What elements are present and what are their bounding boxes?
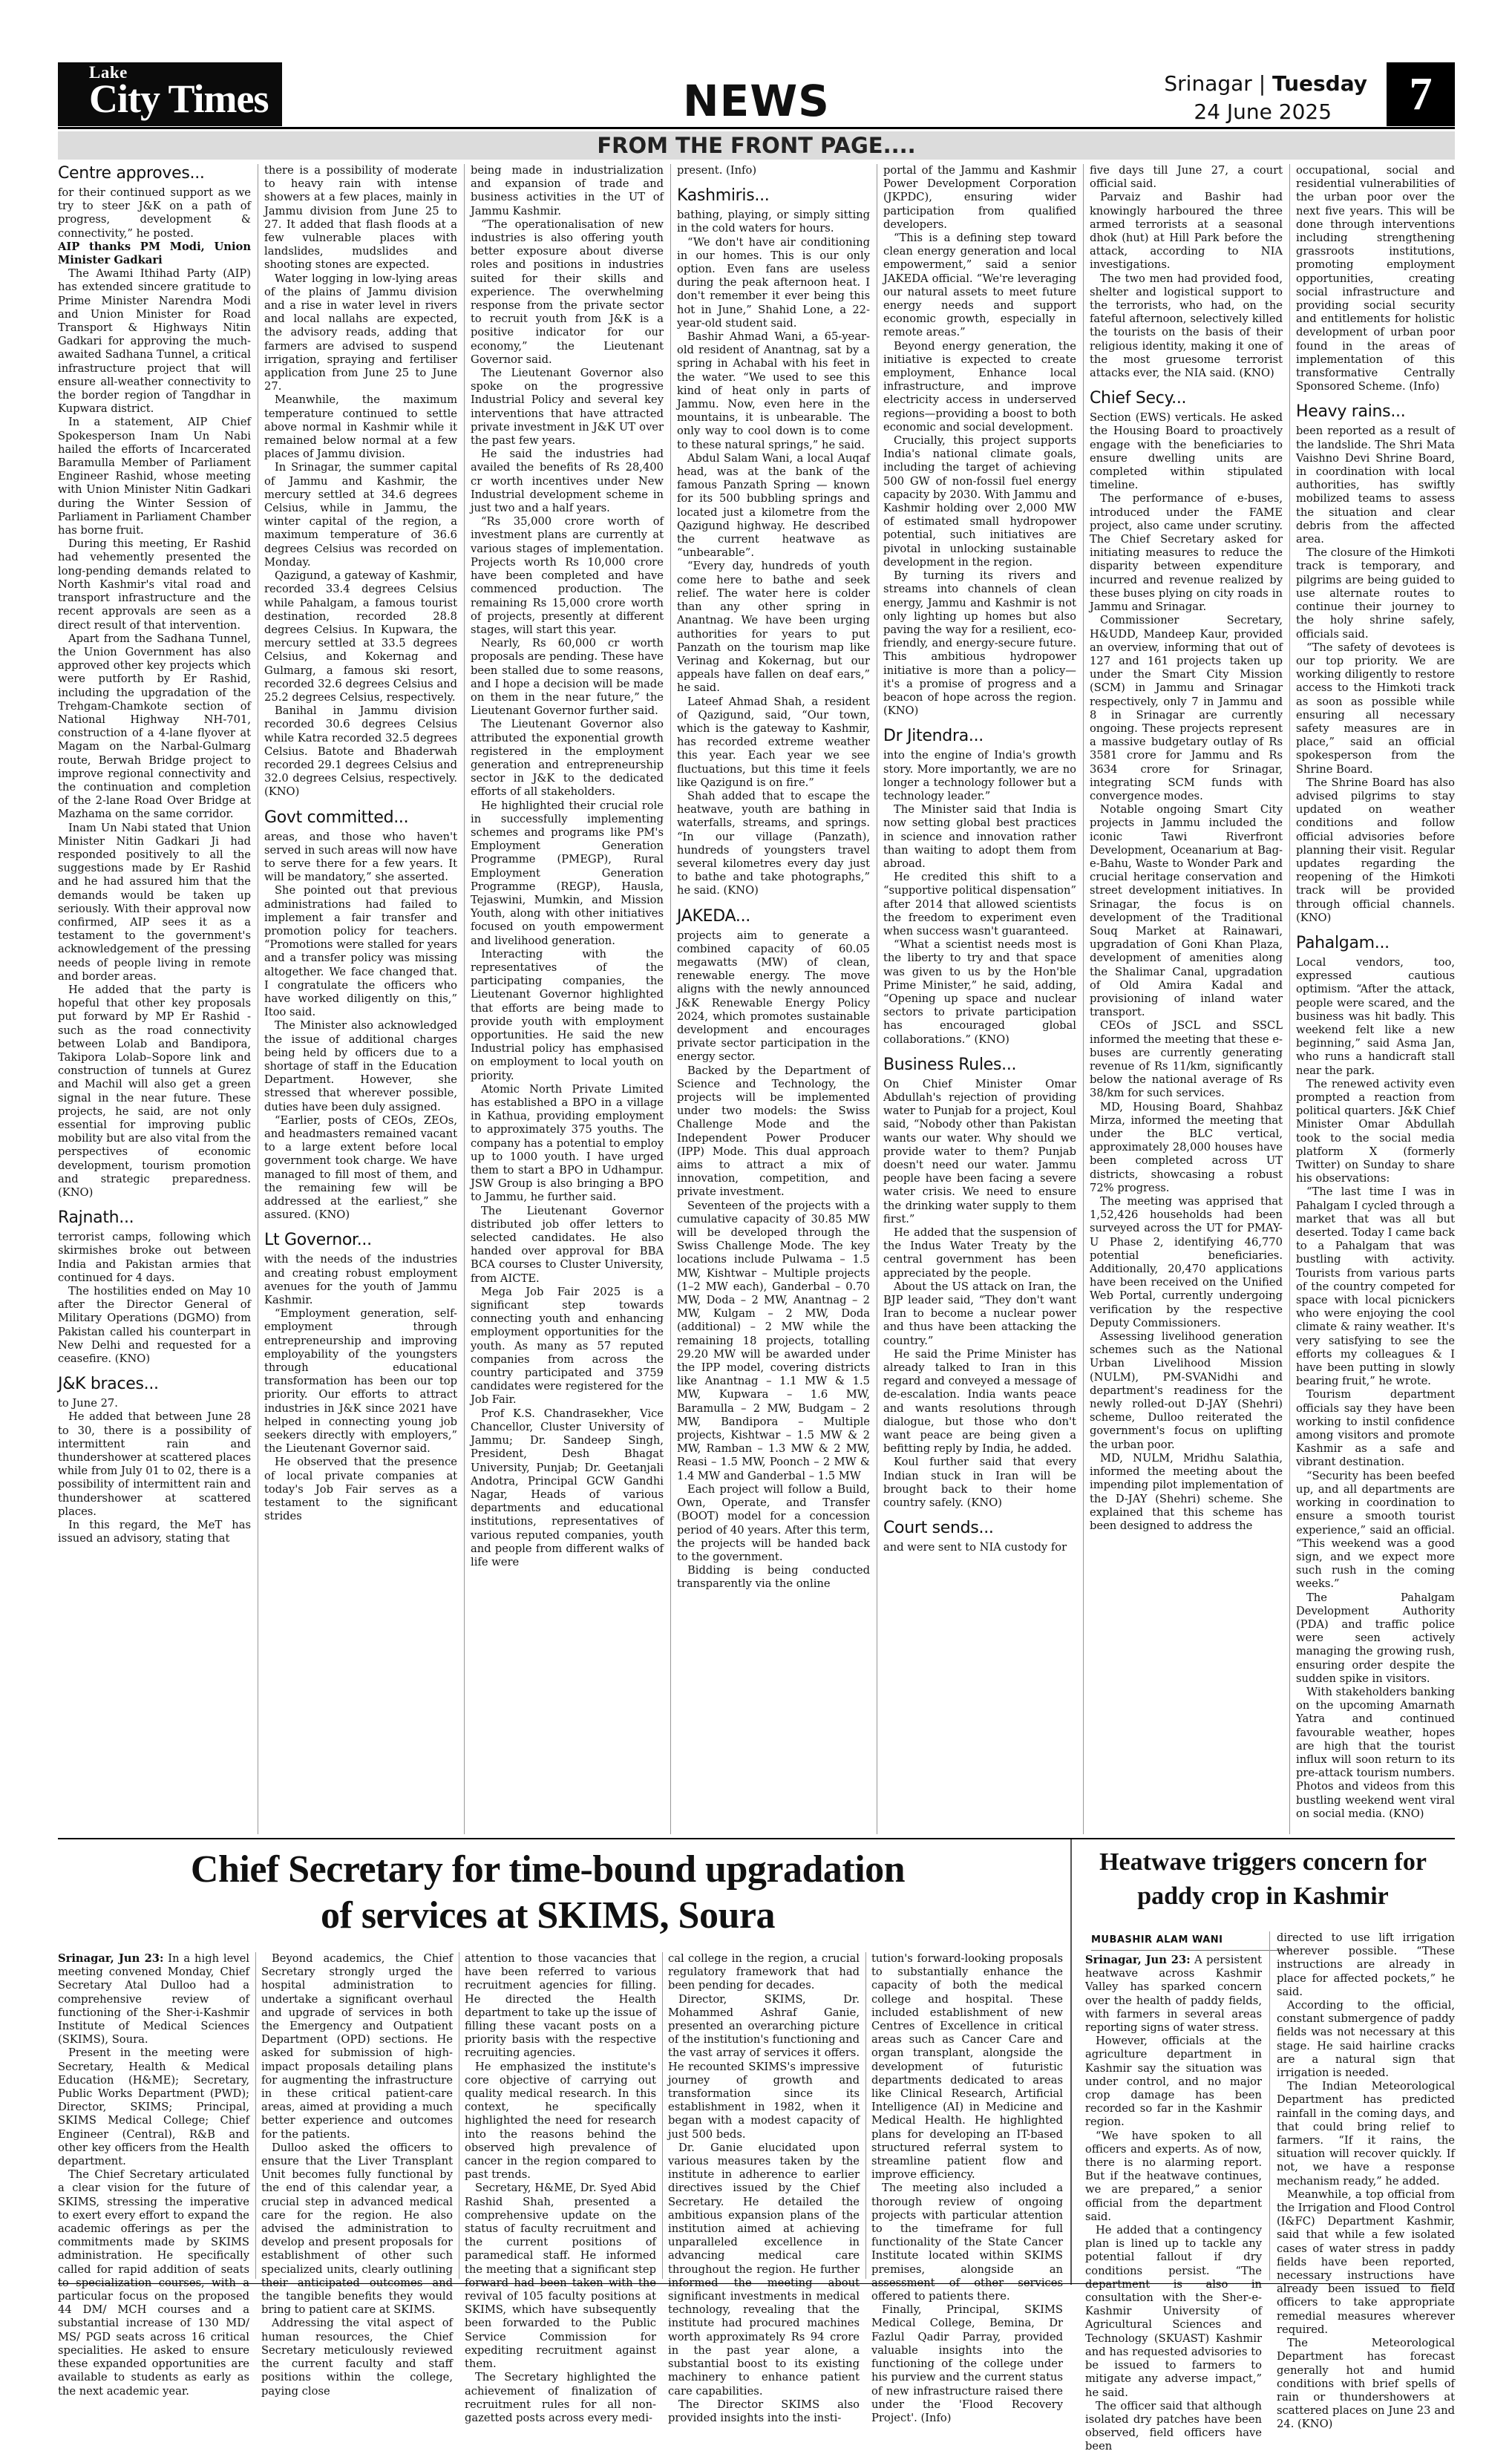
story-head-heavy-rains: Heavy rains...: [1296, 402, 1406, 422]
column-divider: [865, 1952, 866, 2279]
column-2: [264, 164, 457, 1834]
paragraph: bathing, playing, or simply sitting in the cold waters for hours.: [677, 209, 870, 235]
paragraph: Bidding is being conducted transparently via the online: [677, 1564, 870, 1591]
section-rule: [58, 1838, 1455, 1839]
paragraph: Meanwhile, a top official from the Irrigation and Flood Control (I&FC) Department Kashmir, said that while a few isolated cases of water stress in paddy fields have been reported, necessary instructions have already been issued to field officers to take appropriate remedial measures wherever required.: [1277, 2188, 1455, 2336]
paragraph: Finally, Principal, SKIMS Medical College, Bemina, Dr Fazlul Qadir Parray, provided valuable insights into the functioning of the college under his purview and the current status of new infrastructure raised there under the 'Flood Recovery Project'. (Info): [871, 2303, 1063, 2424]
paragraph: there is a possibility of moderate to heavy rain with intense showers at a few places, mainly in Jammu division from June 25 to 27. It added that flash floods at a few vulnerable places with landslides, mudslides and shooting stones are expected.: [264, 164, 457, 272]
paddy-column-2: [1277, 1931, 1455, 2431]
paragraph: “This is a defining step toward clean energy generation and local empowerment,” said a senior JAKEDA official. “We're leveraging our natural assets to meet future energy needs and support economic growth, especially in remote areas.”: [883, 232, 1076, 339]
paragraph: The two men had provided food, shelter and logistical support to the terrorists, who had, on the fateful afternoon, selectively killed the tourists on the basis of their religious identity, making it one of the most gruesome terrorist attacks ever, the NIA said. (KNO): [1090, 272, 1283, 380]
paragraph: The meeting was apprised that 1,52,426 households had been surveyed across the UT for PMAY-U Phase 2, identifying 46,770 potential beneficiaries. Additionally, 20,470 applications have been received on the Unified Web Portal, currently undergoing verification by the respective Deputy Commissioners.: [1090, 1195, 1283, 1329]
paragraph: Assessing livelihood generation schemes such as the National Urban Livelihood Mission (NULM), PM-SVANidhi and department's readiness for the newly rolled-out D-JAY (Shehri) scheme, Dulloo reiterated the government's focus on uplifting the urban poor.: [1090, 1330, 1283, 1451]
paragraph: terrorist camps, following which skirmishes broke out between India and Pakistan armies that continued for 4 days.: [58, 1231, 251, 1284]
paragraph: “We don't have air conditioning in our homes. This is our only option. Even fans are useless during the peak afternoon heat. I don't remember it ever being this hot in June,” Shahid Lone, a 22-year-old student said.: [677, 235, 870, 330]
paragraph: “What a scientist needs most is the liberty to try and that space was given to us by the Hon'ble Prime Minister,” he said, adding, “Opening up space and nuclear sectors to private participation has encouraged global collaborations.” (KNO): [883, 938, 1076, 1046]
story-head-jk-braces: J&K braces...: [58, 1375, 159, 1394]
dateline: Srinagar | Tuesday 24 June 2025: [1164, 70, 1367, 126]
paragraph: He emphasized the institute's core objective of carrying out quality medical research. In this context, he specifically highlighted the need for research into the reasons behind the observed high prevalence of cancer in the region compared to past trends.: [465, 2060, 656, 2182]
paragraph: Director, SKIMS, Dr. Mohammed Ashraf Ganie, presented an overarching picture of the institution's functioning and the vast array of services it offers. He recounted SKIMS's impressive journey of growth and transformation since its establishment in 1982, when it began with a modest capacity of just 500 beds.: [668, 1992, 860, 2141]
paragraph: cal college in the region, a crucial regulatory framework that had been pending for decades.: [668, 1952, 860, 1992]
paragraph: CEOs of JSCL and SSCL informed the meeting that these e-buses are currently generating revenue of Rs 11/km, significantly below the national average of Rs 38/km for such services.: [1090, 1019, 1283, 1100]
story-head-govt-committed: Govt committed...: [264, 808, 409, 827]
column-4: [677, 164, 870, 1834]
paragraph: “Rs 35,000 crore worth of investment plans are currently at various stages of implementation. Projects worth Rs 10,000 crore have been completed and have commenced production. The remaining Rs 15,000 crore worth of projects, presently at different stages, will start this year.: [471, 515, 664, 636]
paragraph: Present in the meeting were Secretary, Health & Medical Education (H&ME); Secretary, Public Works Department (PWD); Director, SKIMS; Principal, SKIMS Medical College; Chief Engineer (Central), R&B and other key officers from the Health department.: [58, 2046, 249, 2168]
column-divider: [1289, 164, 1290, 1834]
story-head-lt-governor: Lt Governor...: [264, 1231, 372, 1250]
paragraph: portal of the Jammu and Kashmir Power Development Corporation (JKPDC), ensuring wider participation from qualified developers.: [883, 164, 1076, 231]
paragraph: The performance of e-buses, introduced under the FAME project, also came under scrutiny. The Chief Secretary asked for initiating measures to reduce the disparity between expenditure incurred and revenue realized by these buses plying on city roads in Jammu and Srinagar.: [1090, 492, 1283, 614]
headline-skims: [58, 1847, 1038, 1939]
paragraph: for their continued support as we try to steer J&K on a path of progress, development & connectivity,” he posted.: [58, 186, 251, 240]
paragraph: About the US attack on Iran, the BJP leader said, “They don't want Iran to become a nuclear power and thus have been attacking the country.”: [883, 1280, 1076, 1347]
paragraph: During this meeting, Er Rashid had vehemently presented the long-pending demands related to North Kashmir's vital road and transport infrastructure and the recent approvals are seen as a direct result of that intervention.: [58, 537, 251, 632]
paragraph: Apart from the Sadhana Tunnel, the Union Government has also approved other key projects which were putforth by Er Rashid, including the upgradation of the Trehgam-Chamkote section of National Highway NH-701, construction of a 4-lane flyover at Magam on the Narbal-Gulmarg route, Berwah Bridge project to improve regional connectivity and the continuation and completion of the 2-lane Road Over Bridge at Mazhama on the same corridor.: [58, 632, 251, 821]
story-head-centre: Centre approves...: [58, 164, 205, 183]
paragraph: He added that the party is hopeful that other key proposals put forward by MP Er Rashid - such as the road connectivity between Lolab and Bandipora, Takipora Lolab–Sopore link and construction of tunnels at Gurez and Machil will also get a green signal in the near future. These projects, he said, are not only essential for improving public mobility but are also vital from the perspectives of economic development, tourism promotion and strategic preparedness. (KNO): [58, 983, 251, 1200]
column-divider: [1269, 1931, 1270, 2280]
paragraph: Section (EWS) verticals. He asked the Housing Board to proactively engage with the beneficiaries to ensure dwelling units are completed within stipulated timeline.: [1090, 411, 1283, 492]
masthead: [58, 62, 1455, 126]
paragraph: tution's forward-looking proposals to substantially enhance the capacity of both the medical college and hospital. These included establishment of new Centres of Excellence in critical areas such as Cancer Care and organ transplant, alongside the development of futuristic departments dedicated to areas like Clinical Research, Artificial Intelligence (AI) in Medicine and Medical Health. He highlighted plans for developing an IT-based structured referral system to streamline patient flow and improve efficiency.: [871, 1952, 1063, 2182]
paragraph: Banihal in Jammu division recorded 30.6 degrees Celsius while Katra recorded 32.5 degrees Celsius. Batote and Bhaderwah recorded 29.1 degrees Celsius and 32.0 degrees Celsius, respectively. (KNO): [264, 704, 457, 799]
page-number: 7: [1387, 62, 1455, 126]
skims-column-5: [871, 1952, 1063, 2424]
paragraph: Koul further said that every Indian stuck in Iran will be brought back to their home country safely. (KNO): [883, 1456, 1076, 1510]
paragraph: Prof K.S. Chandrasekher, Vice Chancellor, Cluster University of Jammu; Dr. Sandeep Singh, President, Desh Bhagat University, Punjab; Dr. Geetanjali Andotra, Principal GCW Gandhi Nagar, Heads of various departments and educational institutions, representatives of various reputed companies, youth and people from different walks of life were: [471, 1407, 664, 1568]
paragraph: [1085, 1954, 1262, 2035]
paragraph: been reported as a result of the landslide. The Shri Mata Vaishno Devi Shrine Board, in coordination with local authorities, has swiftly mobilized teams to assess the situation and clear debris from the affected area.: [1296, 425, 1455, 546]
story-head-chief-secy: Chief Secy...: [1090, 389, 1187, 408]
paragraph: Beyond academics, the Chief Secretary strongly urged the hospital administration to undertake a significant overhaul and upgrade of services in both the Emergency and Outpatient Department (OPD) sections. He asked for submission of high-impact proposals detailing plans for augmenting the infrastructure in these critical patient-care areas, aimed at providing a much better experience and outcomes for the patients.: [261, 1952, 453, 2141]
paragraph: He added that the suspension of the Indus Water Treaty by the central government has been appreciated by the people.: [883, 1226, 1076, 1280]
paragraph: with the needs of the industries and creating robust employment avenues for the youth of Jammu Kashmir.: [264, 1253, 457, 1307]
paragraph: to June 27.: [58, 1397, 118, 1410]
paragraph: Mega Job Fair 2025 is a significant step towards connecting youth and enhancing employment opportunities for the youth. As many as 57 reputed companies from across the country participated and 3759 candidates were registered for the Job Fair.: [471, 1285, 664, 1407]
dateline-lead: Srinagar, Jun 23:: [58, 1952, 164, 1965]
headline-paddy: Heatwave triggers concern for paddy crop in Kashmir: [1099, 1848, 1427, 1910]
paragraph: On Chief Minister Omar Abdullah's rejection of providing water to Punjab for a project, Koul said, “Nobody other than Pakistan wants our water. Why should we provide water to them? Punjab doesn't need our water. Jammu people have been facing a severe water crisis. We need to ensure the drinking water supply to them first.”: [883, 1077, 1076, 1226]
paragraph: In Srinagar, the summer capital of Jammu and Kashmir, the mercury settled at 34.6 degrees Celsius, while in Jammu, the winter capital of the region, a maximum temperature of 36.6 degrees Celsius was recorded on Monday.: [264, 461, 457, 569]
paragraph: “Security has been beefed up, and all departments are working in coordination to ensure a smooth tourist experience,” said an official. “This weekend was a good sign, and we expect more such rush in the coming weeks.”: [1296, 1469, 1455, 1591]
column-6: [1090, 164, 1283, 1834]
paragraph: Water logging in low-lying areas of the plains of Jammu division and a rise in water level in rivers and local nallahs are expected, the advisory reads, adding that farmers are advised to suspend irrigation, spraying and fertiliser application from June 25 to June 27.: [264, 272, 457, 393]
column-divider: [670, 164, 671, 1834]
paragraph: Interacting with the representatives of the participating companies, the Lieutenant Governor highlighted that efforts are being made to provide youth with employment opportunities. He said the new Industrial policy has emphasised on employment to local youth on priority.: [471, 947, 664, 1082]
paragraph: The Director SKIMS also provided insights into the insti-: [668, 2398, 860, 2424]
story-head-dr-jitendra: Dr Jitendra...: [883, 727, 984, 746]
paragraph: “The operationalisation of new industries is also offering youth better exposure about diverse roles and positions in industries suited for their skills and experience. The overwhelming response from the private sector to recruit youth from J&K is a positive indicator for our economy,” the Lieutenant Governor said.: [471, 217, 664, 366]
paragraph: The Pahalgam Development Authority (PDA) and traffic police were seen actively managing the growing rush, ensuring order despite the sudden spike in visitors.: [1296, 1591, 1455, 1685]
paragraph: Local vendors, too, expressed cautious optimism. “After the attack, people were scared, and the business was hit badly. This weekend felt like a new beginning,” said Asma Jan, who runs a handicraft stall near the park.: [1296, 955, 1455, 1077]
paragraph: The closure of the Himkoti track is temporary, and pilgrims are being guided to use alternate routes to continue their journey to the holy shrine safely, officials said.: [1296, 546, 1455, 641]
paragraph: MD, NULM, Mridhu Salathia, informed the meeting about the impending pilot implementation of the D-JAY (Shehri) scheme. She explained that this scheme has been designed to address the: [1090, 1451, 1283, 1532]
lead-text: A persistent heatwave across Kashmir Valley has sparked concern over the health of paddy fields, with farmers in several areas reporting signs of water stress.: [1085, 1954, 1262, 2035]
paragraph: Atomic North Private Limited has established a BPO in a village in Kathua, providing employment to approximately 375 youths. The company has a potential to employ up to 1000 youth. I have urged them to start a BPO in Udhampur. JSW Group is also bringing a BPO to Jammu, he further said.: [471, 1082, 664, 1204]
paragraph: The Shrine Board has also advised pilgrims to stay updated on weather conditions and follow official advisories before planning their visit. Regular updates regarding the reopening of the Himkoti track will be provided through official channels. (KNO): [1296, 776, 1455, 924]
story-head-court-sends: Court sends...: [883, 1519, 994, 1538]
paragraph: The renewed activity even prompted a reaction from political quarters. J&K Chief Minister Omar Abdullah took to the social media platform X (formerly Twitter) on Sunday to share his observations:: [1296, 1077, 1455, 1185]
paragraph: Nearly, Rs 60,000 cr worth proposals are pending. These have been stalled due to some reasons, and I hope a decision will be made on them in the near future,” the Lieutenant Governor further said.: [471, 637, 664, 718]
paddy-column-1: [1085, 1954, 1262, 2453]
paragraph: MD, Housing Board, Shahbaz Mirza, informed the meeting that under the BLC vertical, approximately 28,000 houses have been completed across UT districts, showcasing a robust 72% progress.: [1090, 1100, 1283, 1194]
lead-text: In a high level meeting convened Monday, Chief Secretary Atal Dulloo had a comprehensive review of functioning of the Sher-i-Kashmir Institute of Medical Sciences (SKIMS), Soura.: [58, 1952, 249, 2046]
paragraph: Tourism department officials say they have been working to instil confidence among visitors and promote Kashmir as a safe and vibrant destination.: [1296, 1388, 1455, 1469]
paragraph: and were sent to NIA custody for: [883, 1541, 1067, 1554]
logo-top-text: Lake: [89, 63, 128, 82]
paragraph: Shah added that to escape the heatwave, youth are bathing in waterfalls, streams, and springs. “In our village (Panzath), hundreds of youngsters travel several kilometres every day just to bathe and take photographs,” he said. (KNO): [677, 789, 870, 897]
paragraph: Backed by the Department of Science and Technology, the projects will be implemented under two models: the Swiss Challenge Mode and the Independent Power Producer (IPP) Mode. This dual approach aims to attract a mix of innovation, competition, and private investment.: [677, 1064, 870, 1199]
paragraph: Each project will follow a Build, Own, Operate, and Transfer (BOOT) model for a concession period of 40 years. After this term, the projects will be handed back to the government.: [677, 1482, 870, 1563]
paragraph: Abdul Salam Wani, a local Auqaf head, was at the bank of the famous Panzath Spring — known for its 500 bubbling springs and located just a kilometre from the Qazigund highway. He described the current heatwave as “unbearable”.: [677, 451, 870, 560]
column-3: [471, 164, 664, 1834]
column-1: [58, 164, 251, 1834]
paragraph: He said the Prime Minister has already talked to Iran in this regard and conveyed a message of de-escalation. India wants peace and wants resolutions through dialogue, but those who don't want peace are being given a befitting reply by India, he added.: [883, 1347, 1076, 1456]
paragraph: However, officials at the agriculture department in Kashmir say the situation was under control, and no major crop damage has been recorded so far in the Kashmir region.: [1085, 2035, 1262, 2129]
paragraph: The meeting also included a thorough review of ongoing projects with particular attention to the timeframe for full functionality of the State Cancer Institute located within SKIMS premises, alongside an assessment of other services offered to patients there.: [871, 2182, 1063, 2303]
paragraph: Dr. Ganie elucidated upon various measures taken by the institute in adherence to earlier directives issued by the Chief Secretary. He detailed the ambitious expansion plans of the institution aimed at achieving unparalleled excellence in advancing medical care throughout the region. He further informed the meeting about significant investments in medical technology, revealing that the institute had procured machines worth approximately Rs 94 crore in the past year alone, a substantial boost to its existing machinery to enhance patient care capabilities.: [668, 2141, 860, 2398]
paragraph: Meanwhile, the maximum temperature continued to settle above normal in Kashmir while it remained below normal at a few places of Jammu division.: [264, 393, 457, 461]
paragraph: He highlighted their crucial role in successfully implementing schemes and programs like PM's Employment Generation Programme (PMEGP), Rural Employment Generation Programme (REGP), Hausla, Tejaswini, Mumkin, and Mission Youth, along with other initiatives focused on youth empowerment and livelihood generation.: [471, 799, 664, 947]
column-5: [883, 164, 1076, 1834]
paragraph: Parvaiz and Bashir had knowingly harboured the three armed terrorists at a seasonal dhok (hut) at Hill Park before the attack, according to NIA investigations.: [1090, 191, 1283, 272]
paragraph: Dulloo asked the officers to ensure that the Liver Transplant Unit becomes fully functional by the end of this calendar year, a crucial step in advanced medical care for the region. He also advised the administration to develop and present proposals for establishment of other such specialized units, clearly outlining their anticipated outcomes and the tangible benefits they would bring to patient care at SKIMS.: [261, 2141, 453, 2317]
paragraph: In a statement, AIP Chief Spokesperson Inam Un Nabi hailed the efforts of Incarcerated Baramulla Member of Parliament Engineer Rashid, whose meeting with Union Minister Nitin Gadkari during the Winter Session of Parliament in Parliament Chamber has borne fruit.: [58, 416, 251, 537]
paragraph: The Chief Secretary articulated a clear vision for the future of SKIMS, stressing the imperative to exert every effort to expand the academic offerings as per the commitments made by SKIMS administration. He specifically called for rapid addition of seats to specialization courses, with a particular focus on the proposed 44 DM/ MCH courses and a substantial increase of 130 MD/ MS/ PGD seats across 16 critical specialities. He asked to ensure these expanded opportunities are available to students as early as the next academic year.: [58, 2168, 249, 2398]
paragraph: being made in industrialization and expansion of trade and business activities in the UT of Jammu Kashmir.: [471, 164, 664, 217]
logo-brand-text: City Times: [89, 76, 269, 121]
paragraph: “Employment generation, self-employment through entrepreneurship and improving employability of the youngsters through educational transformation has been our top priority. Our efforts to attract industries in J&K since 2021 have helped in connecting young job seekers directly with employers,” the Lieutenant Governor said.: [264, 1307, 457, 1456]
paragraph: “Every day, hundreds of youth come here to bathe and seek relief. The water here is colder than any other spring in Anantnag. We have been urging authorities for years to put Panzath on the tourism map like Verinag and Kokernag, but our appeals have fallen on deaf ears,” he said.: [677, 560, 870, 695]
paragraph: projects aim to generate a combined capacity of 60.05 megawatts (MW) of clean, renewable energy. The move aligns with the newly announced J&K Renewable Energy Policy 2024, which promotes sustainable development and encourages private sector participation in the energy sector.: [677, 929, 870, 1064]
paragraph: present. (Info): [677, 164, 757, 177]
footer-rule: [58, 2283, 1455, 2284]
story-head-rajnath: Rajnath...: [58, 1208, 134, 1228]
paragraph: In this regard, the MeT has issued an advisory, stating that: [58, 1519, 251, 1545]
paragraph: Lateef Ahmad Shah, a resident of Qazigund, said, “Our town, which is the gateway to Kashmir, has recorded extreme weather this year. Each year we see fluctuations, but this time it feels like Qazigund is on fire.”: [677, 695, 870, 789]
section-title: NEWS: [683, 76, 830, 126]
front-page-banner: FROM THE FRONT PAGE....: [58, 131, 1455, 160]
headline-line-2: of services at SKIMS, Soura: [321, 1894, 775, 1937]
column-divider: [255, 1952, 256, 2279]
paragraph: Notable ongoing Smart City projects in Jammu included the iconic Tawi Riverfront Development, Oceanarium at Bag-e-Bahu, Waste to Wonder Park and crucial heritage conservation and street development initiatives. In Srinagar, the focus is on development of the Traditional Souq Market at Rainawari, upgradation of Goni Khan Plaza, development of amenities along the Shalimar Canal, upgradation of Old Amira Kadal and provisioning of inland water transport.: [1090, 803, 1283, 1019]
city: Srinagar: [1164, 71, 1252, 96]
story-head-business-rules: Business Rules...: [883, 1055, 1017, 1074]
column-divider: [1083, 164, 1084, 1834]
paragraph: The Meteorological Department has forecast generally hot and humid conditions with brief spells of rain or thundershowers at scattered places on June 23 and 24. (KNO): [1277, 2337, 1455, 2431]
paragraph: The Indian Meteorological Department has predicted rainfall in the coming days, and that could bring relief to farmers. “If it rains, the situation will recover quickly. If not, we have a response mechanism ready,” he added.: [1277, 2080, 1455, 2188]
paragraph: [58, 1952, 249, 2046]
paragraph: By turning its rivers and streams into channels of clean energy, Jammu and Kashmir is not only lighting up homes but also paving the way for a resilient, eco-friendly, and energy-secure future. This ambitious hydropower initiative is more than a policy—it's a promise of progress and a beacon of hope across the region. (KNO): [883, 569, 1076, 718]
paragraph: The Minister said that India is now setting global best practices in science and innovation rather than waiting to adopt them from abroad.: [883, 803, 1076, 870]
byline: MUBASHIR ALAM WANI: [1091, 1934, 1292, 1951]
paragraph: attention to those vacancies that have been referred to various recruitment agencies for filling. He directed the Health department to take up the issue of filling these vacant posts on a priority basis with the respective recruiting agencies.: [465, 1952, 656, 2060]
paragraph: With stakeholders banking on the upcoming Amarnath Yatra and continued favourable weather, hopes are high that the tourist influx will soon return to its pre-attack tourism numbers. Photos and videos from this bustling weekend went viral on social media. (KNO): [1296, 1685, 1455, 1820]
paragraph: “Earlier, posts of CEOs, ZEOs, and headmasters remained vacant to a large extent before local government took charge. We have managed to fill most of them, and the remaining few will be addressed at the earliest,” she assured. (KNO): [264, 1113, 457, 1222]
masthead-rule: [58, 127, 1455, 129]
skims-column-2: [261, 1952, 453, 2398]
skims-column-4: [668, 1952, 860, 2424]
paragraph: The hostilities ended on May 10 after the Director General of Military Operations (DGMO) from Pakistan called his counterpart in New Delhi and requested for a ceasefire. (KNO): [58, 1285, 251, 1366]
paragraph: The Minister also acknowledged the issue of additional charges being held by officers due to a shortage of staff in the Education Department. However, she stressed that wherever possible, duties have been duly assigned.: [264, 1019, 457, 1113]
story-head-jakeda: JAKEDA...: [677, 906, 750, 926]
paragraph: Qazigund, a gateway of Kashmir, recorded 33.4 degrees Celsius while Pahalgam, a famous tourist destination, recorded 28.8 degrees Celsius. In Kupwara, the mercury settled at 33.5 degrees Celsius, and Kokernag and Gulmarg, a famous ski resort, recorded 32.6 degrees Celsius and 25.2 degrees Celsius, respectively.: [264, 569, 457, 704]
paragraph: He credited this shift to a “supportive political dispensation” after 2014 that allowed scientists the freedom to experiment even when success wasn't guaranteed.: [883, 871, 1076, 938]
paragraph: She pointed out that previous administrations had failed to implement a fair transfer and promotion policy for teachers. “Promotions were stalled for years and a transfer policy was missing altogether. We face changed that. I congratulate the officers who have worked diligently on this,” Itoo said.: [264, 884, 457, 1019]
weekday: Tuesday: [1272, 71, 1367, 96]
paragraph: occupational, social and residential vulnerabilities of the urban poor over the next five years. This will be done through interventions including strengthening grassroots institutions, promoting employment opportunities, creating social infrastructure and providing social security and entitlements for holistic development of urban poor found in the areas of implementation of this transformative Centrally Sponsored Scheme. (Info): [1296, 164, 1455, 393]
paragraph: The Lieutenant Governor also spoke on the progressive Industrial Policy and several key interventions that have attracted private investment in J&K UT over the past few years.: [471, 367, 664, 448]
paragraph: Seventeen of the projects with a cumulative capacity of 30.85 MW will be developed through the Swiss Challenge Mode. The key locations include Pulwama – 1.5 MW, Kishtwar – Multiple projects (1–2 MW each), Ganderbal – 0.70 MW, Doda – 2 MW, Anantnag – 2 MW, Kulgam – 2 MW, Doda (additional) – 2 MW while the remaining 18 projects, totalling 29.20 MW will be awarded under the IPP model, covering districts like Anantnag – 1.1 MW & 1.5 MW, Kupwara – 1.6 MW, Baramulla – 2 MW, Budgam – 2 MW, Bandipora – Multiple projects, Kishtwar – 1.5 MW & 2 MW, Ramban – 1.3 MW & 2 MW, Reasi – 1.5 MW, Poonch – 2 MW & 1.4 MW and Ganderbal – 1.5 MW: [677, 1199, 870, 1482]
date: 24 June 2025: [1194, 99, 1332, 124]
paragraph: directed to use lift irrigation wherever possible. “These instructions are already in place for affected pockets,” he said.: [1277, 1931, 1455, 1998]
subhead: AIP thanks PM Modi, Union Minister Gadkari: [58, 240, 251, 267]
column-divider: [464, 164, 465, 1834]
paragraph: “The last time I was in Pahalgam I cycled through a market that was all but deserted. Today I came back to a Pahalgam that was bustling with activity. Tourists from various parts of the country competed for space with local picnickers who were enjoying the cool climate & rainy weather. It's very satisfying to see the efforts my colleagues & I have been putting in slowly bearing fruit,” he wrote.: [1296, 1185, 1455, 1388]
paragraph: Beyond energy generation, the initiative is expected to create employment, Enhance local infrastructure, and improve electricity access in underserved regions—providing a boost to both economic and social development.: [883, 339, 1076, 433]
paragraph: The officer said that although isolated dry patches have been observed, field officers have been: [1085, 2399, 1262, 2453]
dateline-lead: Srinagar, Jun 23:: [1085, 1954, 1191, 1966]
paragraph: Commissioner Secretary, H&UDD, Mandeep Kaur, provided an overview, informing that out of 127 and 161 projects taken up under the Smart City Mission (SCM) in Jammu and Srinagar respectively, only 7 in Jammu and 8 in Srinagar are currently ongoing. These projects represent a massive budgetary outlay of Rs 3581 crore for Jammu and Rs 3634 crore for Srinagar, integrating SCM funds with convergence modes.: [1090, 614, 1283, 802]
paragraph: Addressing the vital aspect of human resources, the Chief Secretary meticulously reviewed the current faculty and staff positions within the college, paying close: [261, 2317, 453, 2398]
paragraph: Inam Un Nabi stated that Union Minister Nitin Gadkari Ji had responded positively to all the suggestions made by Er Rashid and he had assured him that the demands would be taken up seriously. With their approval now confirmed, AIP sees it as a testament to the government's acknowledgement of the pressing needs of people living in remote and border areas.: [58, 821, 251, 983]
paragraph: According to the official, constant submergence of paddy fields was not necessary at this stage. He said hairline cracks are a natural sign that irrigation is needed.: [1277, 1999, 1455, 2080]
paragraph: He added that between June 28 to 30, there is a possibility of intermittent rain and thundershower at scattered places while from July 01 to 02, there is a possibility of intermittent rain and thundershower at scattered places.: [58, 1410, 251, 1518]
paragraph: The Lieutenant Governor distributed job offer letters to selected candidates. He also handed over approval for BBA BCA courses to Cluster University, from AICTE.: [471, 1204, 664, 1285]
column-divider: [662, 1952, 663, 2279]
paragraph: He added that a contingency plan is lined up to tackle any potential fallout if dry conditions persist. “The department is also in consultation with the Sher-e-Kashmir University of Agricultural Sciences and Technology (SKUAST) Kashmir and has requested advisories to be issued to farmers to mitigate any adverse impact,” he said.: [1085, 2224, 1262, 2399]
story-head-pahalgam: Pahalgam...: [1296, 933, 1390, 952]
headline-line-1: Chief Secretary for time-bound upgradation: [190, 1848, 906, 1891]
skims-column-1: [58, 1952, 249, 2398]
paragraph: The Lieutenant Governor also attributed the exponential growth registered in the employment generation and entrepreneurship sector in J&K to the dedicated efforts of all stakeholders.: [471, 718, 664, 799]
paragraph: Secretary, H&ME, Dr. Syed Abid Rashid Shah, presented a comprehensive update on the status of faculty recruitment and the current positions of paramedical staff. He informed the meeting that a significant step forward had been taken with the revival of 105 faculty positions at SKIMS, which have subsequently been forwarded to the Public Service Commission for expediting recruitment against them.: [465, 2182, 656, 2371]
paragraph: areas, and those who haven't served in such areas will now have to serve there for a few years. It will be mandatory,” she asserted.: [264, 830, 458, 884]
column-7: [1296, 164, 1455, 1834]
paragraph: “We have spoken to all officers and experts. As of now, there is no alarming report. But if the heatwave continues, we are prepared,” a senior official from the department said.: [1085, 2129, 1262, 2223]
paragraph: The Secretary highlighted the achievement of finalization of recruitment rules for all non-gazetted posts across every medi-: [465, 2371, 656, 2424]
paragraph: “The safety of devotees is our top priority. We are working diligently to restore access to the Himkoti track as soon as possible while ensuring all necessary safety measures are in place,” said an official spokesperson from the Shrine Board.: [1296, 641, 1455, 776]
paragraph: Crucially, this project supports India's national climate goals, including the target of achieving 500 GW of non-fossil fuel energy capacity by 2030. With Jammu and Kashmir holding over 2,000 MW of estimated small hydropower potential, such initiatives are pivotal in unlocking sustainable development in the region.: [883, 434, 1076, 569]
paragraph: He observed that the presence of local private companies at today's Job Fair serves as a testament to the significant strides: [264, 1456, 457, 1523]
paragraph: Bashir Ahmad Wani, a 65-year-old resident of Anantnag, sat by a spring in Achabal with his feet in the water. “We used to see this kind of heat only in parts of Jammu. Now, even here in the mountains, it is unbearable. The only way to cool down is to come to these natural springs,” he said.: [677, 330, 870, 451]
paragraph: into the engine of India's growth story. More importantly, we are no longer a technology follower but a technology leader.”: [883, 749, 1076, 802]
story-head-kashmiris: Kashmiris...: [677, 186, 770, 206]
paragraph: He said the industries had availed the benefits of Rs 28,400 cr worth incentives under New Industrial development scheme in just two and a half years.: [471, 448, 664, 515]
paragraph: five days till June 27, a court official said.: [1090, 164, 1283, 191]
skims-column-3: [465, 1952, 656, 2424]
paragraph: The Awami Ithihad Party (AIP) has extended sincere gratitude to Prime Minister Narendra Modi and Union Minister for Road Transport & Highways Nitin Gadkari for approving the much-awaited Sadhana Tunnel, a critical infrastructure project that will ensure all-weather connectivity to the border region of Tangdhar in Kupwara district.: [58, 267, 251, 416]
